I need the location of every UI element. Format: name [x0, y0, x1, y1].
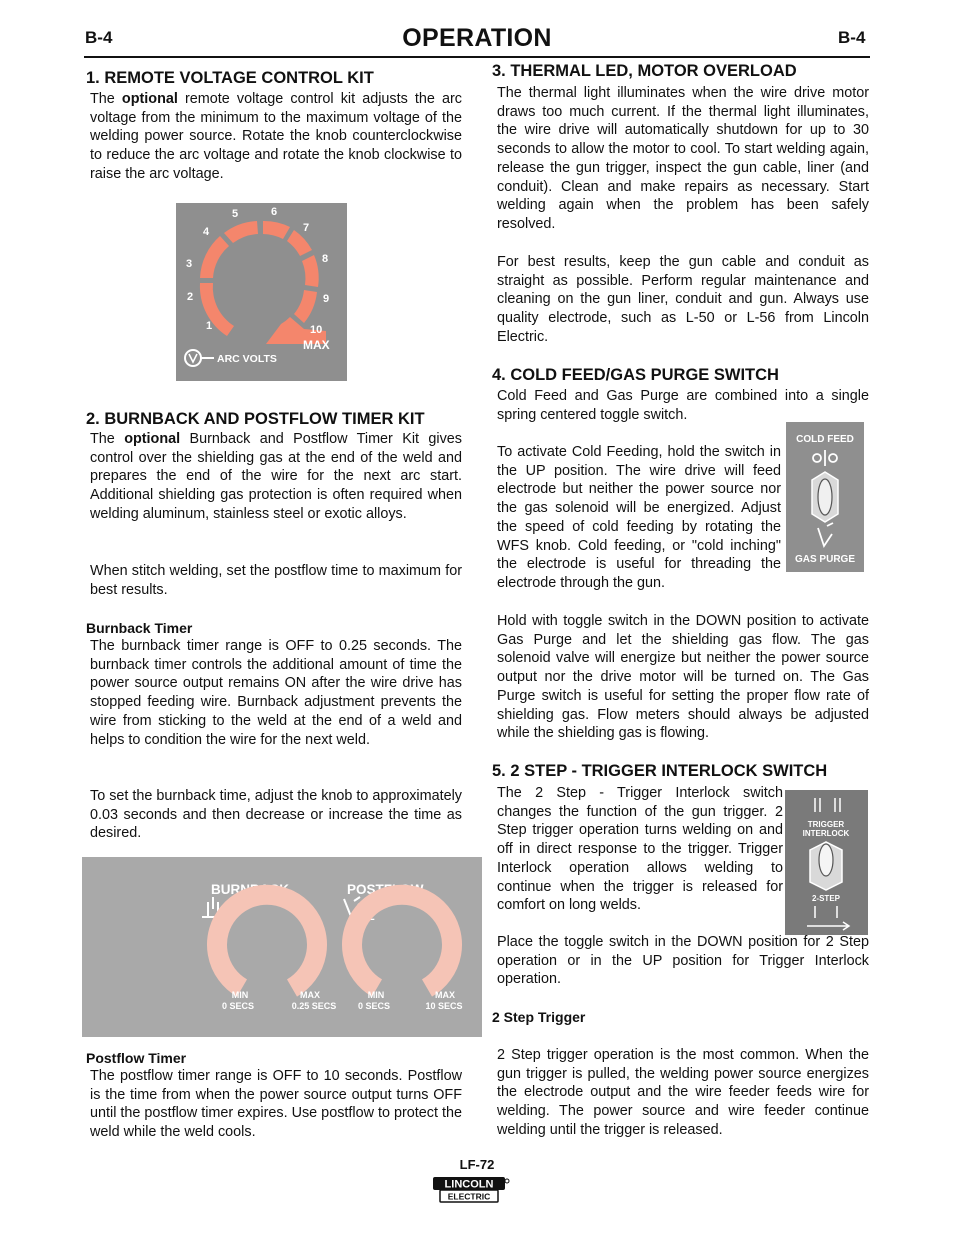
coldfeed-paragraph-3: Hold with toggle switch in the DOWN position to activate Gas Purge and let the shielding gas flow. The gas solenoid valve will energize but neither the power source output nor the drive motor will be turned on. The Gas Purge switch is useful for setting the proper flow rate of shielding gas. Flow meters should always be adjusted while the shielding gas is flowing. [497, 613, 869, 742]
dial-number-6: 6 [271, 206, 278, 218]
dial-number-5: 5 [232, 208, 239, 220]
page-title: OPERATION [402, 24, 552, 52]
trigger-toggle-icon [785, 790, 868, 935]
lincoln-electric-logo [432, 1176, 510, 1204]
arc-volts-legend: ARC VOLTS [217, 353, 277, 365]
postflow-max-value: 10 SECS [425, 1001, 463, 1011]
burnback-symbol: t [226, 909, 230, 921]
burnback-max-value: 0.25 SECS [291, 1001, 337, 1011]
dial-number-4: 4 [203, 226, 210, 238]
coldfeed-heading: 4. COLD FEED/GAS PURGE SWITCH [492, 366, 779, 384]
logo-bottom-text: ELECTRIC [447, 1191, 491, 1202]
timer-dials [82, 857, 482, 1037]
thermal-paragraph-1: The thermal light illuminates when the wire drive motor draws too much current. If the thermal light illuminates, the wire drive will automatically shutdown for up to 30 seconds to allow the motor to cool. To start welding again, release the gun trigger, inspect the gun cable, liner (and conduit). Clean and make repairs as necessary. Start welding again when the problem has been safely resolved. [497, 85, 869, 232]
postflow-timer-subheading: Postflow Timer [86, 1050, 187, 1066]
gas-purge-icon [818, 523, 833, 546]
logo-top-text: LINCOLN [444, 1178, 494, 1191]
header-rule [84, 56, 870, 58]
page-code-right: B-4 [838, 28, 866, 47]
trigger-paragraph-3: 2 Step trigger operation is the most common. When the gun trigger is pulled, the welding power source energizes the electrode output and the wire feeder feeds wire for welding. The power source and wire feeder continue welding until the trigger is released. [497, 1047, 869, 1138]
dial-number-8: 8 [322, 253, 329, 265]
page-code-left: B-4 [85, 28, 113, 47]
burnback-timer-paragraph: The burnback timer range is OFF to 0.25 seconds. The burnback timer controls the additional amount of time the power source output remains ON after the wire drive has stopped feeding wire. Burnback adjustment prevents the wire from sticking to the weld at the end of a weld and helps to condition the wire for the next weld. [90, 638, 462, 748]
dial-number-3: 3 [186, 258, 193, 270]
footer-model-code: LF-72 [459, 1157, 495, 1172]
arc-volts-panel [176, 203, 347, 381]
burnback-title: BURNBACK [211, 882, 289, 897]
arc-volts-legend-icon [185, 350, 214, 366]
trigger-label: TRIGGER [807, 820, 845, 829]
postflow-timer-paragraph: The postflow timer range is OFF to 10 seconds. Postflow is the time from when the power source output turns OFF until the postflow timer expires. Use postflow to protect the weld while the weld cools. [90, 1068, 462, 1141]
arc-voltage-dial [176, 203, 347, 381]
burnback-knob-ring [217, 895, 317, 988]
postflow-title: POSTFLOW [347, 882, 424, 897]
trigger-paragraph-1: The 2 Step - Trigger Interlock switch changes the function of the gun trigger. 2 Step trigger operation turns welding on and off in direct response to the trigger. Trigger Interlock operation allows welding to continue when the trigger is released for comfort on long welds. [497, 785, 783, 914]
dial-number-10: 10 [310, 324, 323, 336]
postflow-knob-ring [352, 895, 452, 988]
coldfeed-paragraph-2: To activate Cold Feeding, hold the switch in the UP position. The wire drive will feed electrode but neither the power source nor the gas solenoid will be energized. Adjust the speed of cold feeding by rotating the WFS knob. Cold feeding, or "cold inching" the electrode is useful for threading the electrode through the gun. [497, 444, 781, 591]
thermal-paragraph-2: For best results, keep the gun cable and conduit as straight as possible. Perform regular maintenance and cleaning on the gun liner, conduit and gun. Always use quality electrode, such as L-50 or L-56 from Lincoln Electric. [497, 254, 869, 345]
trigger-paragraph-2: Place the toggle switch in the DOWN position for 2 Step operation or in the UP position for Trigger Interlock operation. [497, 934, 869, 988]
thermal-heading: 3. THERMAL LED, MOTOR OVERLOAD [492, 62, 797, 80]
burnback-kit-paragraph-2: When stitch welding, set the postflow time to maximum for best results. [90, 563, 462, 598]
burnback-min-value: 0 SECS [221, 1001, 255, 1011]
remote-kit-heading: 1. REMOTE VOLTAGE CONTROL KIT [86, 69, 374, 87]
coldfeed-switch-panel [786, 422, 864, 572]
coldfeed-paragraph-1: Cold Feed and Gas Purge are combined into a single spring centered toggle switch. [497, 388, 869, 423]
postflow-min-label: MIN [367, 990, 385, 1000]
burnback-min-label: MIN [231, 990, 249, 1000]
two-step-label: 2-STEP [811, 894, 841, 903]
toggle-switch-icon [786, 422, 864, 572]
coldfeed-label: COLD FEED [796, 434, 854, 445]
burnback-timer-subheading: Burnback Timer [86, 620, 193, 636]
trigger-switch-panel [785, 790, 868, 935]
interlock-label: INTERLOCK [802, 829, 850, 838]
gas-purge-label: GAS PURGE [794, 554, 856, 565]
trigger-heading: 5. 2 STEP - TRIGGER INTERLOCK SWITCH [492, 762, 828, 780]
burnback-kit-heading: 2. BURNBACK AND POSTFLOW TIMER KIT [86, 410, 425, 428]
burnback-kit-paragraph-1: The optional Burnback and Postflow Timer Kit gives control over the shielding gas at the end of the weld and prepares the end of the wire for the next arc start. Additional shielding gas protection is often required when welding aluminum, stainless steel or exotic alloys. [90, 431, 463, 522]
dial-number-7: 7 [303, 222, 310, 234]
remote-kit-paragraph: The optional remote voltage control kit adjusts the arc voltage from the minimum to the maximum voltage of the welding power source. Rotate the knob counterclockwise to reduce the arc voltage and rotate the knob clockwise to raise the arc voltage. [90, 91, 462, 182]
wire-spool-icon [813, 450, 837, 466]
two-step-subheading: 2 Step Trigger [492, 1009, 586, 1025]
postflow-symbol: t2 [365, 911, 375, 923]
burnback-max-label: MAX [300, 990, 320, 1000]
dial-number-9: 9 [323, 293, 330, 305]
postflow-max-label: MAX [435, 990, 455, 1000]
postflow-min-value: 0 SECS [357, 1001, 391, 1011]
burnback-set-paragraph: To set the burnback time, adjust the knob to approximately 0.03 seconds and then decrease or increase the time as desired. [90, 788, 462, 842]
dial-max-label: MAX [303, 338, 330, 352]
two-step-arrow-icon [807, 906, 849, 930]
timer-panel [82, 857, 482, 1037]
dial-number-1: 1 [206, 320, 213, 332]
dial-number-2: 2 [187, 291, 194, 303]
interlock-arrows-icon [815, 798, 840, 812]
